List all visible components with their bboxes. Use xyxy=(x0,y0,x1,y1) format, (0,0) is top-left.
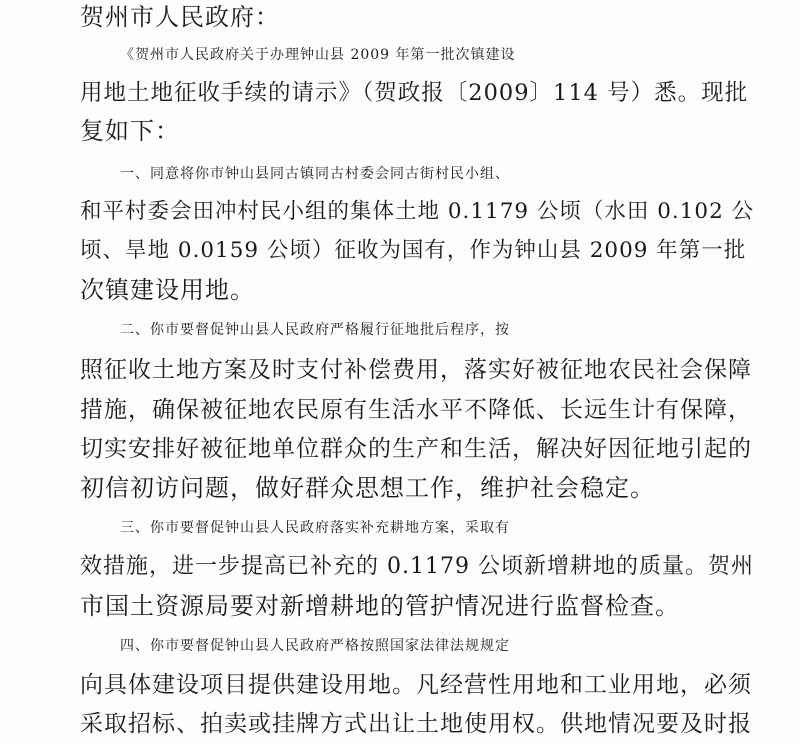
item-four-line-1: 四、你市要督促钟山县人民政府严格按照国家法律法规规定 xyxy=(120,638,510,654)
item-one-line-4: 次镇建设用地。 xyxy=(80,276,255,304)
salutation-line: 贺州市人民政府： xyxy=(80,3,280,31)
item-two-line-3: 措施，确保被征地农民原有生活水平不降低、长远生计有保障， xyxy=(80,397,752,423)
paragraph-intro-line-2: 用地土地征收手续的请示》（贺政报〔2009〕114 号）悉。现批 xyxy=(80,80,749,106)
paragraph-intro-line-3: 复如下： xyxy=(80,117,180,145)
item-two-line-1: 二、你市要督促钟山县人民政府严格履行征地批后程序，按 xyxy=(120,322,510,338)
item-three-line-3: 市国土资源局要对新增耕地的管护情况进行监督检查。 xyxy=(80,592,680,620)
item-four-line-2: 向具体建设项目提供建设用地。凡经营性用地和工业用地，必须 xyxy=(80,672,752,698)
item-one-line-3: 顷、旱地 0.0159 公顷）征收为国有，作为钟山县 2009 年第一批 xyxy=(80,238,747,263)
item-four-line-3: 采取招标、拍卖或挂牌方式出让土地使用权。供地情况要及时报 xyxy=(80,711,752,737)
item-two-line-4: 切实安排好被征地单位群众的生产和生活，解决好因征地引起的 xyxy=(80,436,752,462)
item-three-line-2: 效措施，进一步提高已补充的 0.1179 公顷新增耕地的质量。贺州 xyxy=(80,554,754,579)
item-one-line-1: 一、同意将你市钟山县同古镇同古村委会同古街村民小组、 xyxy=(120,166,510,182)
paragraph-intro-line-1: 《贺州市人民政府关于办理钟山县 2009 年第一批次镇建设 xyxy=(120,47,516,63)
item-one-line-2: 和平村委会田冲村民小组的集体土地 0.1179 公顷（水田 0.102 公 xyxy=(80,199,755,224)
item-two-line-2: 照征收土地方案及时支付补偿费用，落实好被征地农民社会保障 xyxy=(80,357,752,383)
item-two-line-5: 初信初访问题，做好群众思想工作，维护社会稳定。 xyxy=(80,474,655,502)
item-three-line-1: 三、你市要督促钟山县人民政府落实补充耕地方案，采取有 xyxy=(120,520,510,536)
